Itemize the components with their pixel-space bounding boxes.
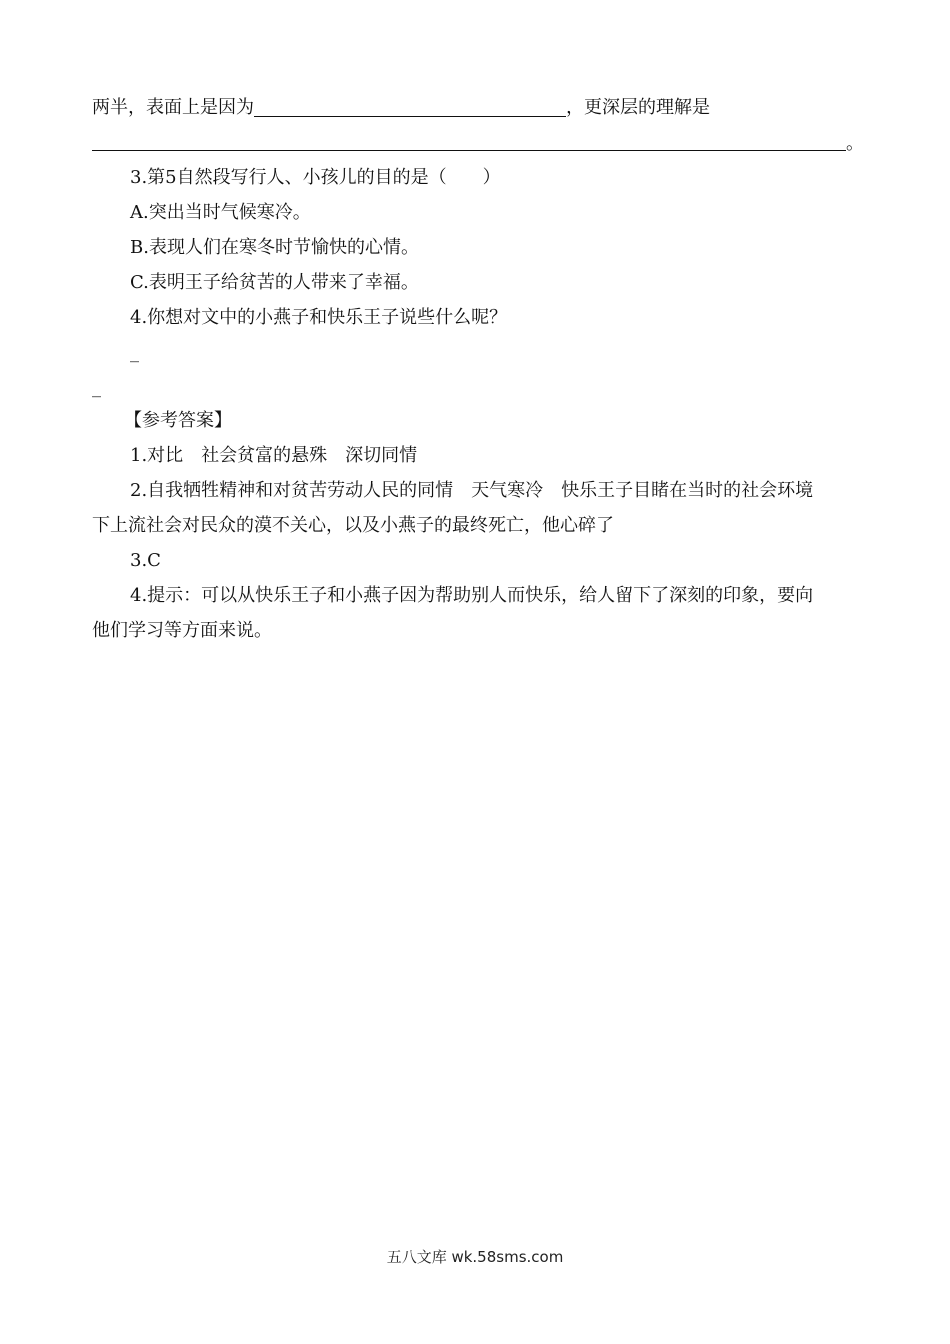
- question3-option-c: C.表明王子给贫苦的人带来了幸福。: [130, 272, 419, 293]
- answer-blank-1[interactable]: [254, 98, 566, 117]
- answers-heading: 【参考答案】: [124, 410, 232, 431]
- answer-4-line-2: 他们学习等方面来说。: [92, 620, 272, 641]
- answer-3: 3.C: [130, 550, 161, 571]
- answer-4-line-1: 4.提示：可以从快乐王子和小燕子因为帮助别人而快乐，给人留下了深刻的印象，要向: [130, 585, 814, 606]
- answer-2-line-2: 下上流社会对民众的漠不关心，以及小燕子的最终死亡，他心碎了: [92, 515, 614, 536]
- question3-stem: 3.第5自然段写行人、小孩儿的目的是（ ）: [130, 167, 501, 188]
- question3-option-b: B.表现人们在寒冬时节愉快的心情。: [130, 237, 419, 258]
- page-footer: 五八文库 wk.58sms.com: [386, 1248, 564, 1266]
- question4-answer-mark-2[interactable]: _: [92, 377, 101, 398]
- question2-prefix: 两半，表面上是因为: [92, 97, 254, 118]
- question2-line1: [92, 96, 710, 120]
- answer-2-line-1: 2.自我牺牲精神和对贫苦劳动人民的同情 天气寒冷 快乐王子目睹在当时的社会环境: [130, 480, 814, 501]
- question3-option-a: A.突出当时气候寒冷。: [130, 202, 311, 223]
- answer-1: 1.对比 社会贫富的悬殊 深切同情: [130, 445, 418, 466]
- question4-stem: 4.你想对文中的小燕子和快乐王子说些什么呢？: [130, 307, 508, 328]
- question4-answer-mark-1[interactable]: _: [130, 342, 139, 363]
- answer-blank-2[interactable]: [92, 132, 846, 151]
- question2-line2-end: 。: [846, 133, 864, 154]
- question2-middle: ，更深层的理解是: [566, 97, 710, 118]
